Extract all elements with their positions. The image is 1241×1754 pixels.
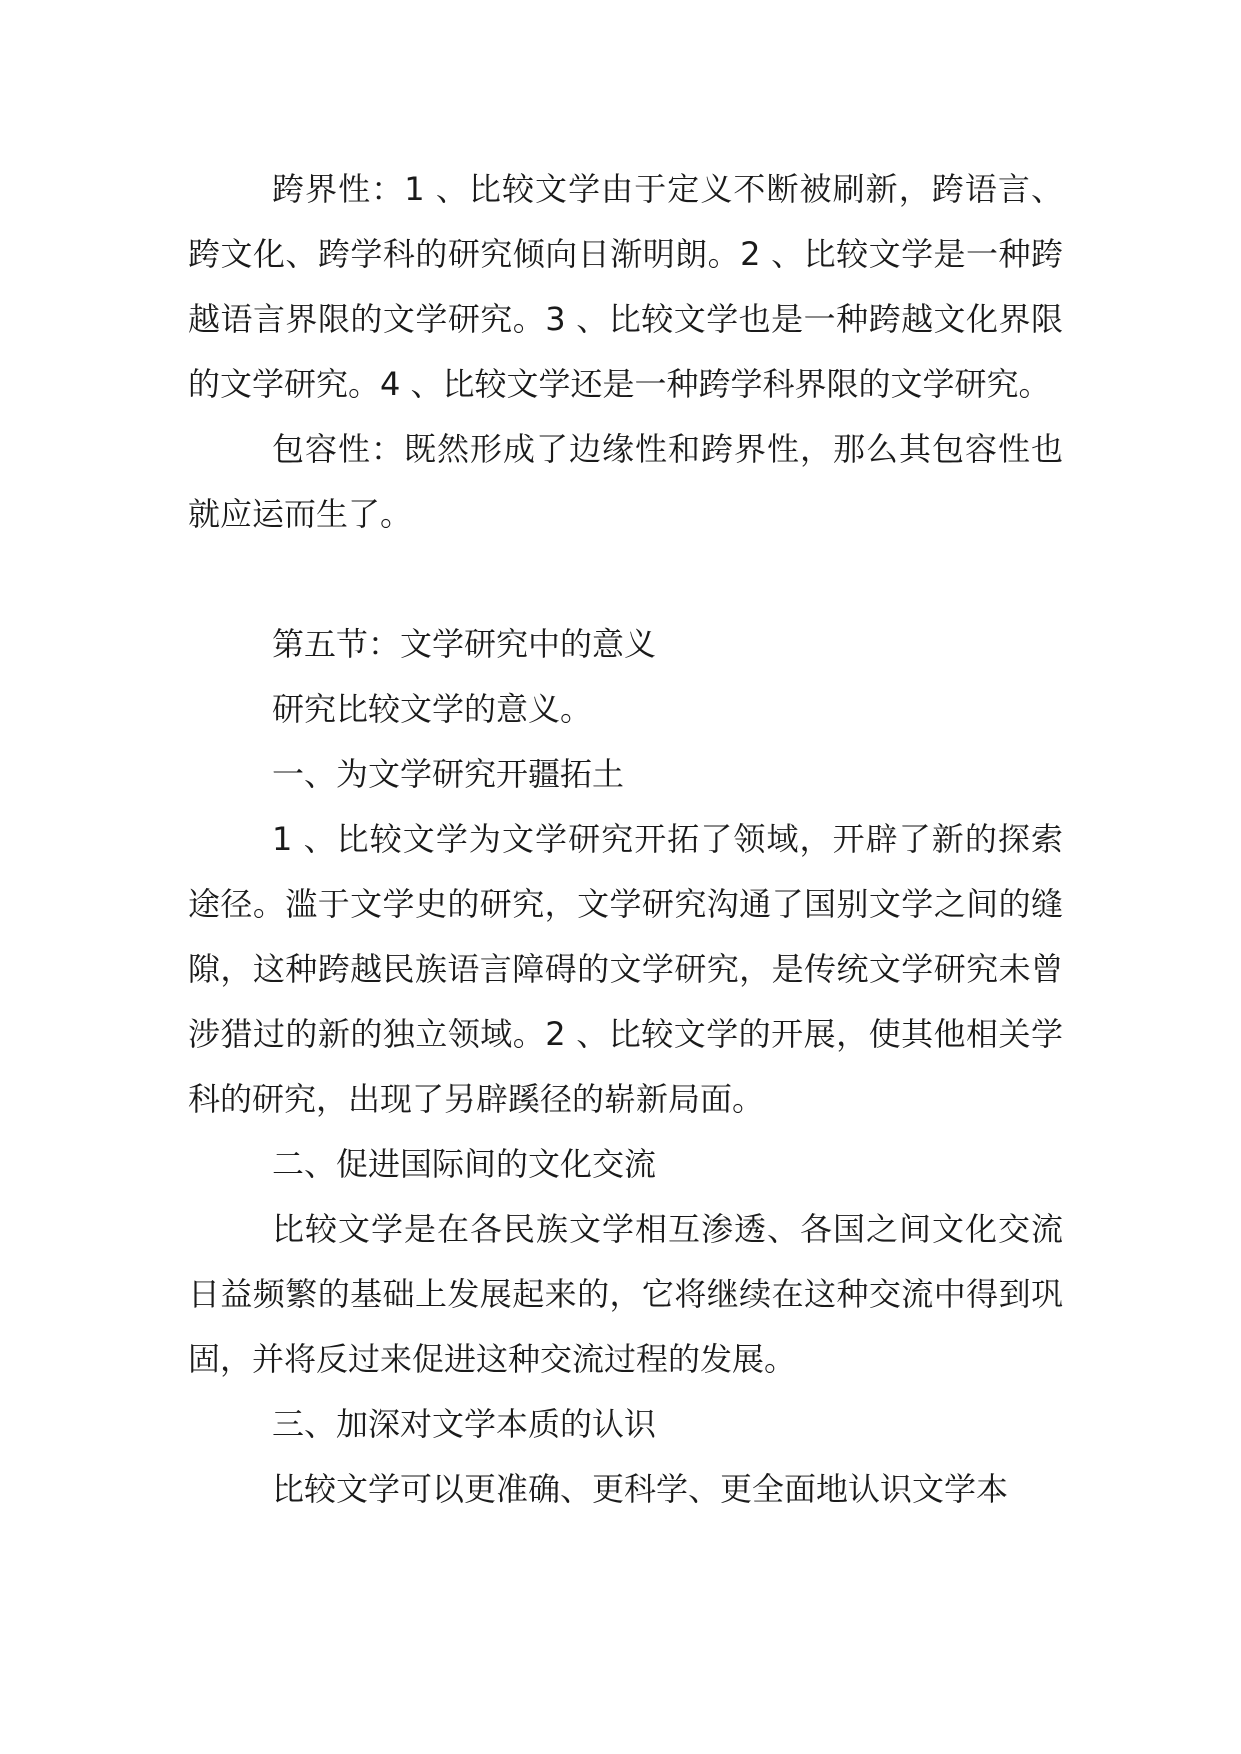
paragraph-two-body: 比较文学是在各民族文学相互渗透、各国之间文化交流日益频繁的基础上发展起来的，它将继续在这种交流中得到巩固，并将反过来促进这种交流过程的发展。 [188, 1210, 1063, 1378]
paragraph-cross-boundary: 跨界性：1 、比较文学由于定义不断被刷新，跨语言、跨文化、跨学科的研究倾向日渐明朗。2 、比较文学是一种跨越语言界限的文学研究。3 、比较文学也是一种跨越文化界限的文学研究。4 、比较文学还是一种跨学科界限的文学研究。 [188, 170, 1063, 403]
subheading-three: 三、加深对文学本质的认识 [272, 1405, 657, 1443]
subheading-one: 一、为文学研究开疆拓土 [272, 755, 625, 793]
paragraph-inclusiveness: 包容性：既然形成了边缘性和跨界性，那么其包容性也就应运而生了。 [188, 430, 1063, 533]
paragraph-three-body: 比较文学可以更准确、更科学、更全面地认识文学本 [272, 1470, 1009, 1508]
blank-line [188, 547, 1063, 612]
subheading-two: 二、促进国际间的文化交流 [272, 1145, 657, 1183]
paragraph-one-body: 1 、比较文学为文学研究开拓了领域，开辟了新的探索途径。滥于文学史的研究，文学研究沟通了国别文学之间的缝隙，这种跨越民族语言障碍的文学研究，是传统文学研究未曾涉猎过的新的独立领域。2 、比较文学的开展，使其他相关学科的研究，出现了另辟蹊径的崭新局面。 [188, 820, 1063, 1118]
section-heading: 第五节：文学研究中的意义 [272, 625, 657, 663]
paragraph-significance-intro: 研究比较文学的意义。 [272, 690, 593, 728]
document-body [188, 157, 1063, 1522]
